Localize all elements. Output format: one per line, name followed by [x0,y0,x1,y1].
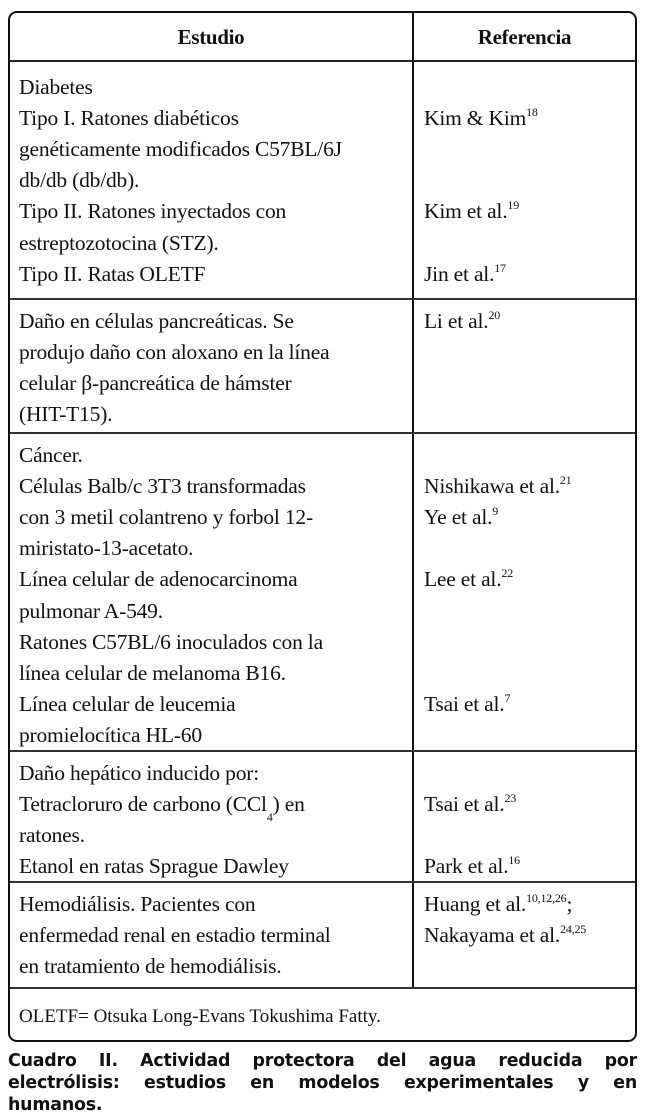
study-line: (HIT-T15). [19,402,113,427]
reference [424,689,510,720]
reference-text: Tsai et al. [424,692,505,717]
citation-superscript: 22 [501,566,513,581]
study-line: miristato-13-acetato. [19,536,194,561]
study-line: Hemodiálisis. Pacientes con [19,891,256,916]
citation-superscript: 9 [492,503,499,518]
reference [424,789,516,820]
study-line: db/db (db/db). [19,168,140,193]
reference [424,103,538,134]
study-line: Células Balb/c 3T3 transformadas [19,473,306,498]
study-text: Tetracloruro de carbono (CCl [19,791,267,816]
study-line: celular β-pancreática de hámster [19,370,292,395]
study-line: genéticamente modificados C57BL/6J [19,136,342,161]
reference [424,920,586,951]
reference-text: Kim & Kim [424,105,527,130]
reference [424,306,500,337]
caption-line-2: electrólisis: estudios en modelos experimentales y en humanos. [8,1073,637,1115]
reference [424,502,498,533]
study-line: con 3 metil colantreno y forbol 12- [19,504,313,529]
reference-text: Lee et al. [424,567,502,592]
study-line: en tratamiento de hemodiálisis. [19,953,282,978]
reference [424,851,520,882]
row-separator [10,432,635,434]
table-caption [8,1050,637,1116]
reference-text: Ye et al. [424,504,493,529]
footnote: OLETF= Otsuka Long-Evans Tokushima Fatty. [19,1006,381,1027]
study-line: Cáncer. [19,442,83,467]
reference-text: Huang et al. [424,891,527,916]
footer-separator [10,987,635,989]
row-separator [10,298,635,300]
reference [424,889,572,920]
reference-text: Tsai et al. [424,791,505,816]
study-line: Línea celular de adenocarcinoma [19,567,298,592]
reference [424,564,513,595]
study-line: línea celular de melanoma B16. [19,660,286,685]
citation-superscript: 20 [488,307,501,322]
reference-text: Li et al. [424,308,489,333]
reference-text: Jin et al. [424,261,495,286]
study-line: Etanol en ratas Sprague Dawley [19,854,289,879]
study-line: Daño en células pancreáticas. Se [19,308,294,333]
study-line: Tipo II. Ratones inyectados con [19,199,287,224]
study-line: Ratones C57BL/6 inoculados con la [19,629,323,654]
study-line: Diabetes [19,74,93,99]
reference-text: Nakayama et al. [424,922,561,947]
citation-superscript: 19 [507,198,519,213]
studies-table [8,11,637,1042]
citation-superscript: 24,25 [560,921,587,936]
caption-line-1: Cuadro II. Actividad protectora del agua reducida por [8,1051,637,1071]
header-reference: Referencia [477,24,572,49]
header-separator [10,60,635,62]
citation-superscript: 17 [494,260,506,275]
study-line: Daño hepático inducido por: [19,760,259,785]
study-line: Tipo II. Ratas OLETF [19,261,206,286]
column-divider [412,13,414,989]
citation-superscript: 23 [504,790,517,805]
study-line: Línea celular de leucemia [19,692,236,717]
reference-text: Park et al. [424,854,509,879]
reference-punctuation: ; [566,891,573,916]
citation-superscript: 18 [526,104,538,119]
study-text: ) en [272,791,305,816]
study-line [19,789,305,824]
study-line: promielocítica HL-60 [19,723,202,748]
subscript: 4 [266,809,273,824]
study-line: estreptozotocina (STZ). [19,230,219,255]
citation-superscript: 10,12,26 [526,890,567,905]
header-study: Estudio [177,24,245,49]
reference [424,196,519,227]
reference-text: Nishikawa et al. [424,473,560,498]
study-line: Tipo I. Ratones diabéticos [19,105,239,130]
citation-superscript: 21 [559,472,572,487]
citation-superscript: 7 [504,691,511,706]
study-line: ratones. [19,822,85,847]
reference [424,471,572,502]
reference [424,259,506,290]
study-line: produjo daño con aloxano en la línea [19,339,330,364]
reference-text: Kim et al. [424,199,508,224]
study-line: pulmonar A-549. [19,598,163,623]
citation-superscript: 16 [508,853,520,868]
study-line: enfermedad renal en estadio terminal [19,922,331,947]
